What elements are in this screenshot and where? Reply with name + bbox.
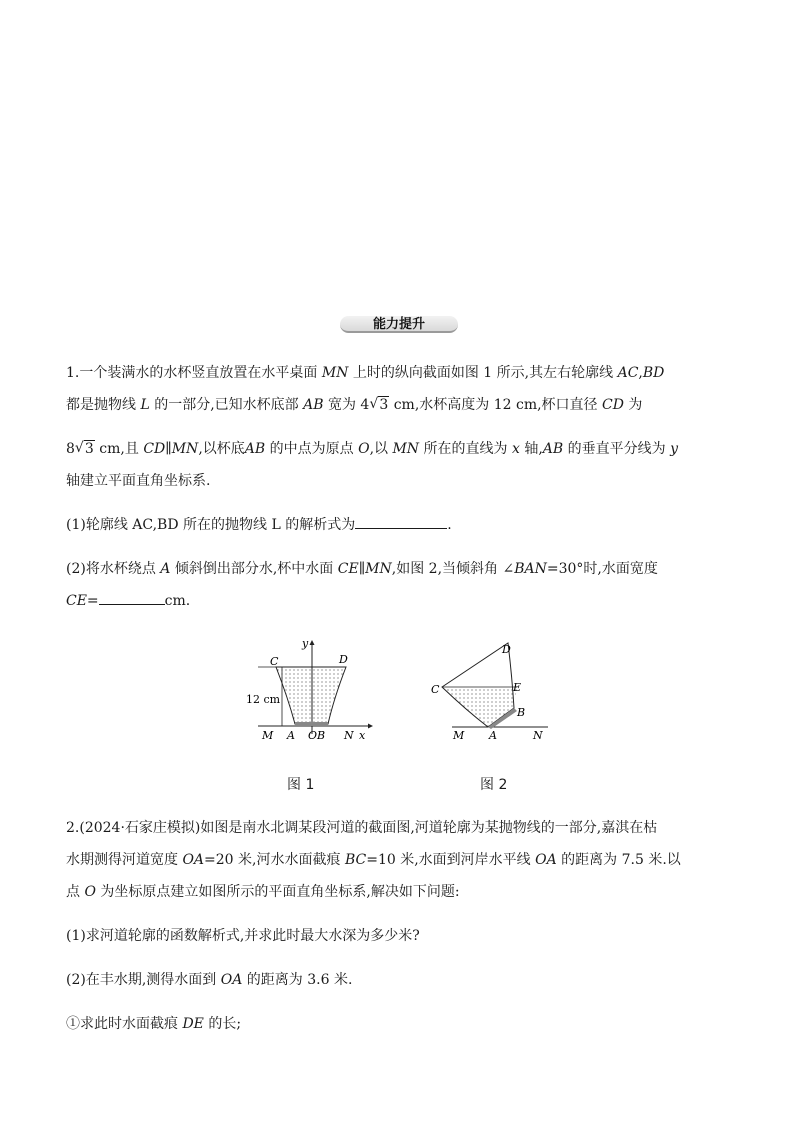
label-y: y	[302, 637, 309, 650]
q2-line1: 2.(2024·石家庄模拟)如图是南水北调某段河道的截面图,河道轮廓为某抛物线的一部分,嘉淇在枯	[66, 820, 658, 836]
answer-blank-1[interactable]	[355, 514, 447, 529]
q1-line3: 8 √ 3 cm,且 CD∥MN,以杯底AB 的中点为原点 O,以 MN 所在的直线为 x 轴,AB 的垂直平分线为 y	[66, 440, 679, 457]
figure-2-caption: 图 2	[480, 777, 508, 793]
label-height: 12 cm	[246, 693, 281, 706]
section-banner	[340, 316, 458, 333]
q1-line2: 都是抛物线 L 的一部分,已知水杯底部 AB 宽为 4 √ 3 cm,水杯高度为 12 cm,杯口直径 CD 为	[66, 396, 643, 413]
q1-part2-line1: (2)将水杯绕点 A 倾斜倒出部分水,杯中水面 CE∥MN,如图 2,当倾斜角 ∠BAN=30°时,水面宽度	[66, 561, 658, 577]
label-C: C	[270, 655, 279, 668]
label-OB: OB	[308, 729, 326, 742]
figure-2	[426, 636, 556, 746]
label-B: B	[517, 706, 526, 719]
q1-line4: 轴建立平面直角坐标系.	[66, 473, 211, 489]
figure-1-caption: 图 1	[287, 777, 315, 793]
label-N: N	[344, 729, 354, 742]
section-title: 能力提升	[372, 317, 425, 332]
figure-1	[240, 636, 380, 746]
label-A: A	[489, 729, 497, 742]
q1-line1: 1.一个装满水的水杯竖直放置在水平桌面 MN 上时的纵向截面如图 1 所示,其左右轮廓线 AC,BD	[66, 365, 665, 381]
x-arrow	[368, 724, 373, 729]
label-M: M	[262, 729, 274, 742]
label-A: A	[287, 729, 295, 742]
q1-part1: (1)轮廓线 AC,BD 所在的抛物线 L 的解析式为 .	[66, 512, 730, 538]
q2-part2-1: ①求此时水面截痕 DE 的长;	[66, 1016, 242, 1032]
label-E: E	[513, 681, 522, 694]
label-x: x	[359, 729, 366, 742]
cup-water	[442, 687, 517, 727]
q1-part2-line2: CE= cm.	[66, 588, 730, 614]
q2-part1: (1)求河道轮廓的函数解析式,并求此时最大水深为多少米?	[66, 928, 420, 944]
answer-blank-2[interactable]	[99, 590, 165, 605]
q2-line2: 水期测得河道宽度 OA=20 米,河水水面截痕 BC=10 米,水面到河岸水平线 OA 的距离为 7.5 米.以	[66, 852, 681, 868]
label-D: D	[502, 643, 511, 656]
cup-base	[295, 722, 328, 726]
label-D: D	[339, 653, 348, 666]
label-C: C	[431, 683, 440, 696]
y-arrow	[310, 640, 315, 645]
q2-part2: (2)在丰水期,测得水面到 OA 的距离为 3.6 米.	[66, 972, 353, 988]
label-M: M	[453, 729, 465, 742]
label-N: N	[533, 729, 543, 742]
q2-line3: 点 O 为坐标原点建立如图所示的平面直角坐标系,解决如下问题:	[66, 884, 460, 900]
